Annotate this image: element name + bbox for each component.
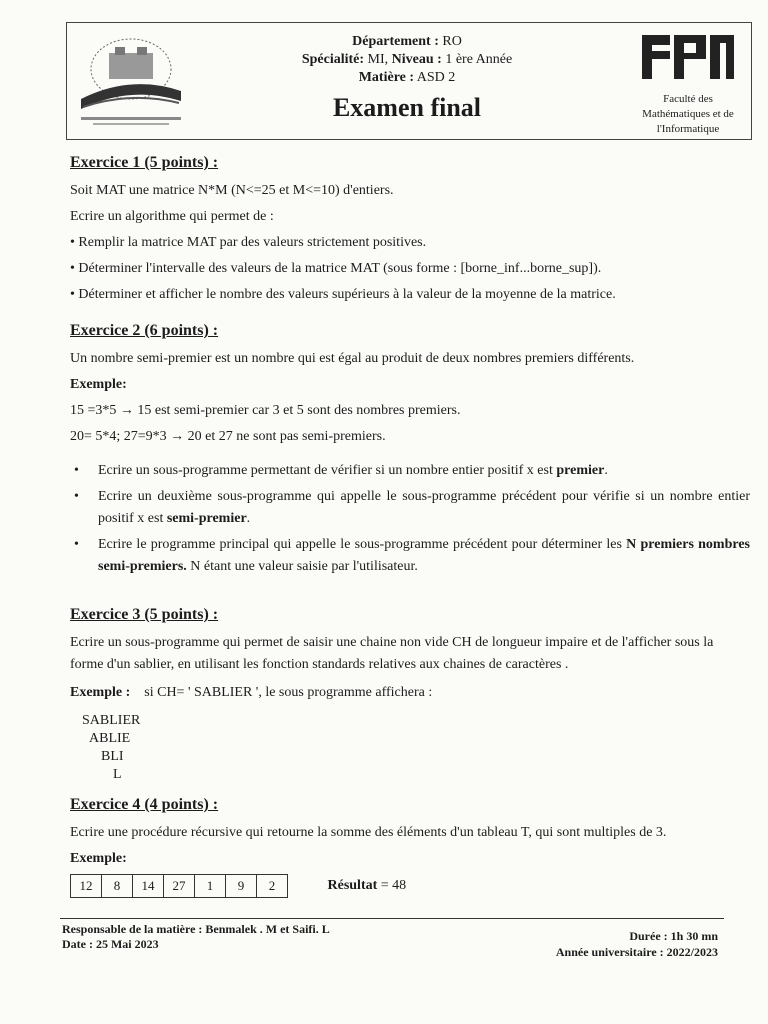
ex4-example-label: Exemple:	[70, 851, 127, 866]
ex2-intro: Un nombre semi-premier est un nombre qui est égal au produit de deux nombres premiers différents.	[70, 351, 635, 366]
exercise-2	[70, 320, 750, 582]
header-info	[247, 33, 567, 123]
array-cell: 8	[102, 875, 133, 898]
exam-title: Examen final	[332, 93, 482, 122]
ex1-line: Soit MAT une matrice N*M (N<=25 et M<=10) d'entiers.	[70, 183, 394, 198]
array-cell: 1	[195, 875, 226, 898]
departement-line: Département : RO	[352, 34, 462, 49]
ex2-example-line: 20= 5*4; 27=9*3 → 20 et 27 ne sont pas semi-premiers.	[70, 429, 386, 444]
faculty-logo-block	[633, 33, 743, 137]
ex4-intro: Ecrire une procédure récursive qui retourne la somme des éléments d'un tableau T, qui sont multiples de 3.	[70, 825, 667, 840]
array-cell: 14	[133, 875, 164, 898]
array-cell: 12	[71, 875, 102, 898]
sablier-output	[70, 712, 750, 784]
exercise-1-title: Exercice 1 (5 points) :	[70, 154, 219, 171]
exam-date: Date : 25 Mai 2023	[62, 937, 159, 951]
exam-header	[66, 22, 752, 140]
exercise-3-title: Exercice 3 (5 points) :	[70, 606, 219, 623]
footer-right	[556, 928, 718, 960]
university-logo	[71, 29, 191, 135]
array-cell: 2	[257, 875, 288, 898]
exercise-1	[70, 152, 750, 310]
exercise-4-title: Exercice 4 (4 points) :	[70, 796, 219, 813]
ex3-intro: Ecrire un sous-programme qui permet de saisir une chaine non vide CH de longueur impaire et de l'afficher sous la forme d'un sablier, en utilisant les fonction standards relatives aux chaines de caractères .	[70, 635, 714, 672]
ex1-bullet: • Déterminer et afficher le nombre des valeurs supérieurs à la valeur de la moyenne de la matrice.	[70, 284, 750, 306]
sablier-line: L	[113, 767, 122, 782]
array-cell: 27	[164, 875, 195, 898]
ex4-example-row	[70, 874, 750, 898]
sablier-line: SABLIER	[82, 713, 141, 728]
ex2-bullet: • Ecrire un sous-programme permettant de vérifier si un nombre entier positif x est premier.	[70, 460, 750, 482]
footer-divider	[60, 918, 724, 919]
ex1-line: Ecrire un algorithme qui permet de :	[70, 209, 274, 224]
ex2-example-label: Exemple:	[70, 377, 127, 392]
matiere-line: Matière : ASD 2	[358, 70, 456, 85]
sablier-line: BLI	[101, 749, 124, 764]
example-array	[70, 874, 288, 898]
responsable: Responsable de la matière : Benmalek . M et Saifi. L	[62, 922, 330, 936]
exercise-4	[70, 794, 750, 898]
sablier-line: ABLIE	[89, 731, 131, 746]
array-cell: 9	[226, 875, 257, 898]
ex3-example: Exemple : si CH= ' SABLIER ', le sous programme affichera :	[70, 685, 433, 700]
exercise-2-title: Exercice 2 (6 points) :	[70, 322, 219, 339]
exercise-3	[70, 604, 750, 784]
footer-left	[62, 922, 330, 952]
ex1-bullet: • Remplir la matrice MAT par des valeurs strictement positives.	[70, 232, 750, 254]
ex2-example-line: 15 =3*5 → 15 est semi-premier car 3 et 5 sont des nombres premiers.	[70, 403, 461, 418]
result: Résultat = 48	[327, 878, 407, 894]
specialite-line: Spécialité: MI, Niveau : 1 ère Année	[301, 52, 513, 67]
ex2-bullet: • Ecrire le programme principal qui appelle le sous-programme précédent pour déterminer les N premiers nombres semi-premiers. N étant une valeur saisie par l'utilisateur.	[70, 534, 750, 578]
ex2-bullet: • Ecrire un deuxième sous-programme qui appelle le sous-programme précédent pour vérifie si un nombre entier positif x est semi-premier.	[70, 486, 750, 530]
fmi-logo	[640, 33, 736, 81]
duration: Durée : 1h 30 mn	[629, 929, 718, 943]
faculty-name: Faculté des Mathématiques et de l'Informatique	[642, 93, 734, 135]
academic-year: Année universitaire : 2022/2023	[555, 945, 718, 959]
ex1-bullet: • Déterminer l'intervalle des valeurs de la matrice MAT (sous forme : [borne_inf...borne_sup]).	[70, 258, 750, 280]
